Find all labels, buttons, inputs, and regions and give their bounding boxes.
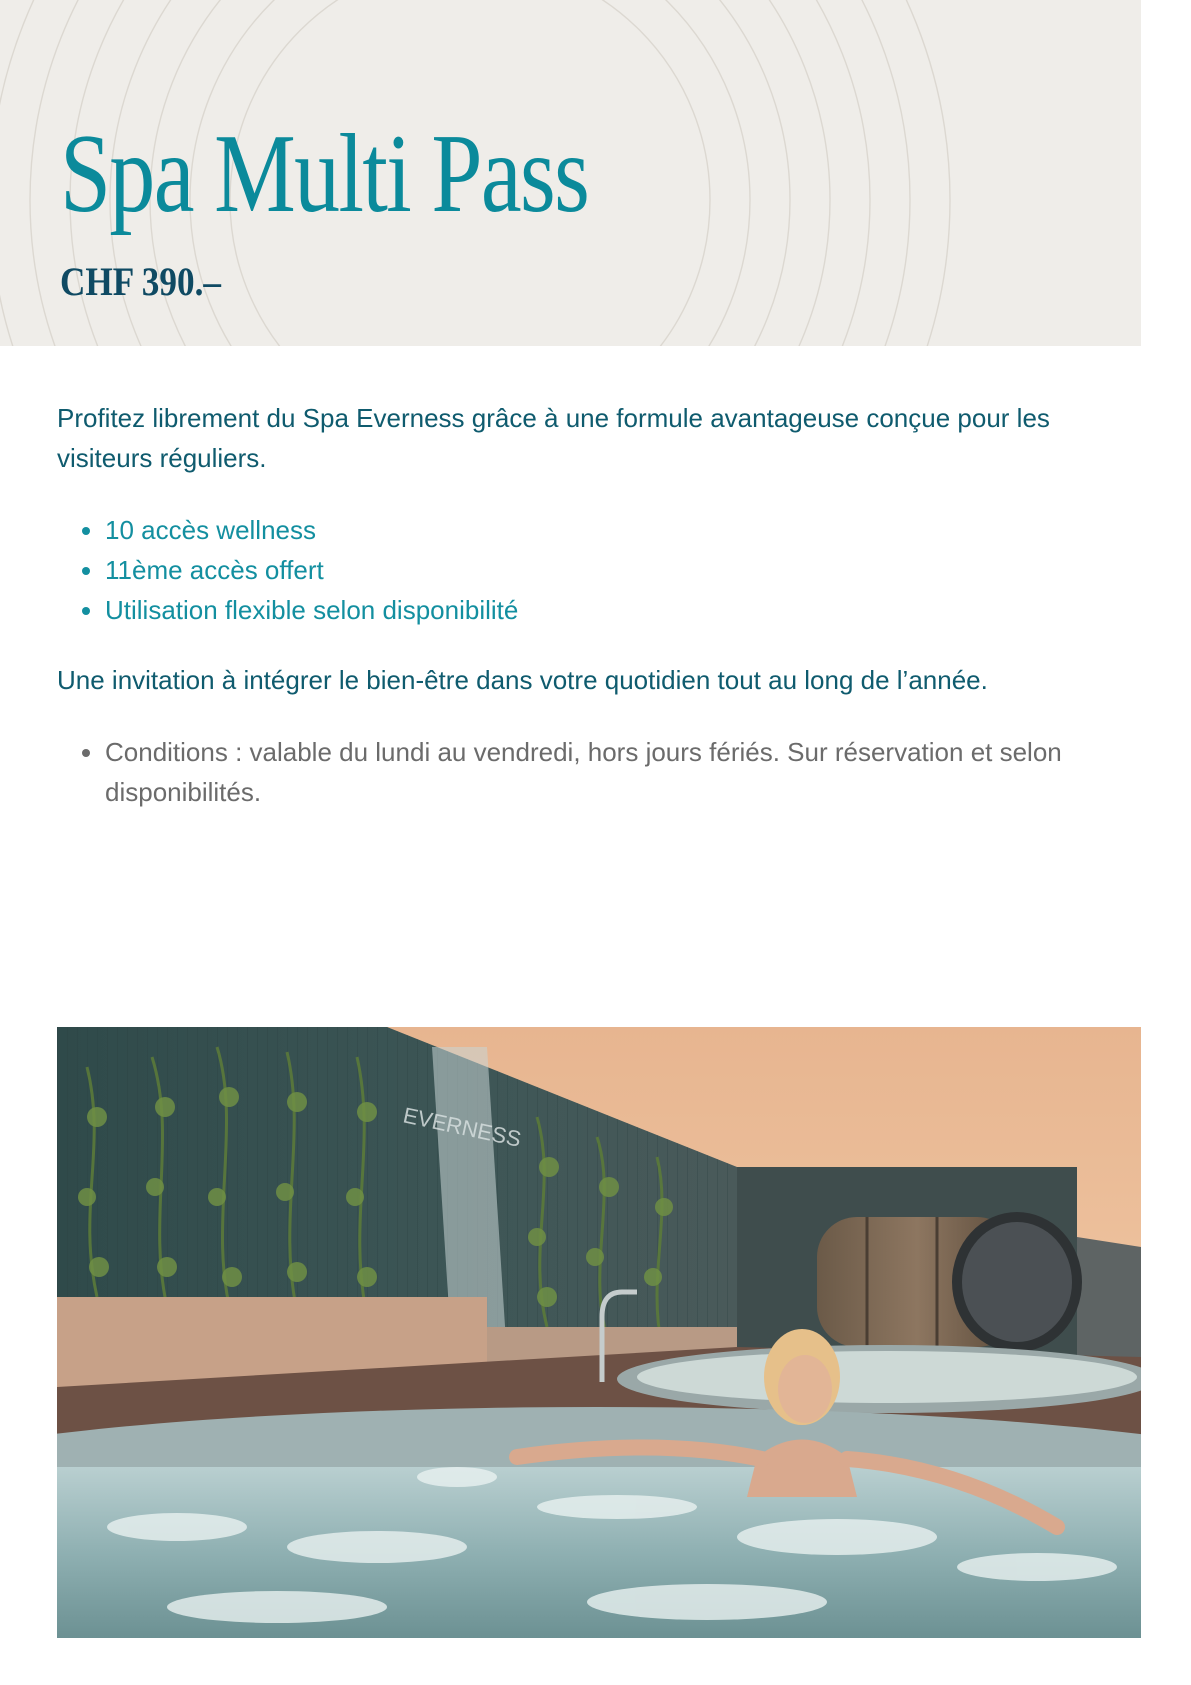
main-content <box>57 398 1117 812</box>
list-item: • Conditions : valable du lundi au vendredi, hors jours fériés. Sur réservation et selon disponibilités. <box>105 732 1117 812</box>
invitation-paragraph: Une invitation à intégrer le bien-être dans votre quotidien tout au long de l’année. <box>57 665 988 695</box>
list-item: • Utilisation flexible selon disponibilité <box>105 590 1117 630</box>
header-banner <box>0 0 1141 346</box>
everness-sign: EVERNESS <box>400 1102 524 1152</box>
page-title: Spa Multi Pass <box>60 112 589 236</box>
intro-paragraph: Profitez librement du Spa Everness grâce à une formule avantageuse conçue pour les visiteurs réguliers. <box>57 403 1050 473</box>
price: CHF 390.– <box>60 259 221 304</box>
list-item: • 11ème accès offert <box>105 550 1117 590</box>
conditions-list <box>57 732 1117 812</box>
features-list <box>57 510 1117 630</box>
list-item: • 10 accès wellness <box>105 510 1117 550</box>
spa-photo <box>57 1027 1141 1638</box>
